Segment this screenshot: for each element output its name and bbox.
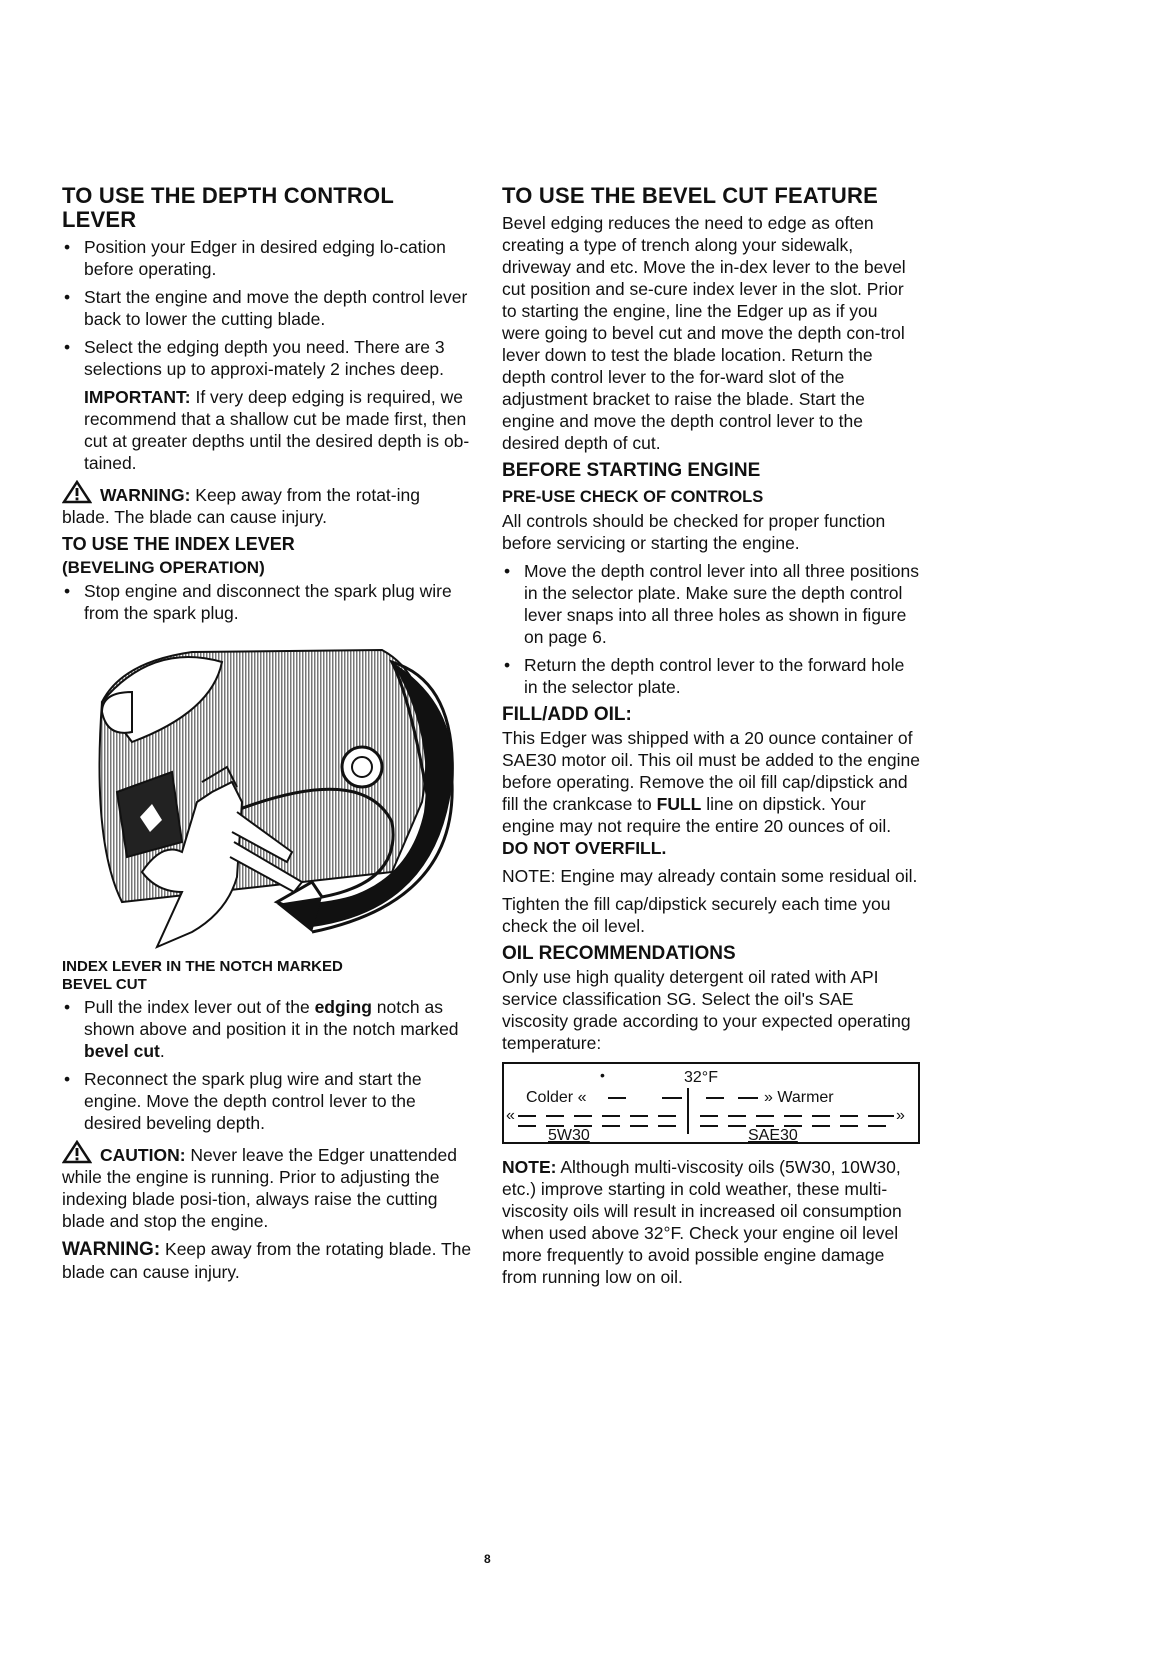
pull-edging-bold: edging: [314, 997, 372, 1017]
figure-caption: [62, 958, 472, 994]
pull-text-1: Pull the index lever out of the: [84, 997, 315, 1017]
multi-viscosity-note: [502, 1156, 920, 1288]
warning-rotating-blade: [62, 480, 472, 528]
list-item: • Return the depth control lever to the forward hole in the selector plate.: [502, 654, 920, 698]
colder-label: Colder «: [526, 1089, 587, 1106]
bevel-cut-heading: TO USE THE BEVEL CUT FEATURE: [502, 183, 878, 208]
list-item: • Reconnect the spark plug wire and start the engine. Move the depth control lever to the desired beveling depth.: [62, 1068, 472, 1134]
beveling-operation-subheading: (BEVELING OPERATION): [62, 558, 265, 577]
note2-label: NOTE:: [502, 1157, 557, 1177]
chart-dot: •: [600, 1067, 605, 1083]
warning2-text: Keep away from the rotating blade. The blade can cause injury.: [62, 1239, 472, 1282]
oil-sae30-label: SAE30: [748, 1127, 798, 1144]
figure-caption-line2: BEVEL CUT: [62, 976, 147, 993]
important-text: If very deep edging is required, we recommend that a shallow cut be made first, then cut at greater depths until the desired depth is ob-tained.: [84, 387, 470, 473]
depth-control-list: [62, 236, 472, 380]
right-arrow: »: [896, 1107, 905, 1124]
pull-text-3: .: [159, 1041, 165, 1061]
important-label: IMPORTANT:: [84, 387, 191, 407]
oil-recommendations-text: Only use high quality detergent oil rated with API service classification SG. Select the oil's SAE viscosity grade according to your expected operating temperature:: [502, 967, 911, 1053]
oil-5w30-label: 5W30: [548, 1127, 590, 1144]
fill-add-oil-heading: FILL/ADD OIL:: [502, 704, 632, 725]
important-note: [62, 386, 472, 474]
before-starting-heading: BEFORE STARTING ENGINE: [502, 460, 761, 481]
depth-control-heading-line2: LEVER: [62, 207, 137, 232]
note2-text: Although multi-viscosity oils (5W30, 10W30, etc.) improve starting in cold weather, these multi-viscosity oils will result in increased oil consumption when used above 32°F. Check your engine oil level more frequently to avoid possible engine damage from running low on oil.: [502, 1157, 902, 1287]
oil-recommendations-heading: OIL RECOMMENDATIONS: [502, 943, 736, 964]
list-item: • Move the depth control lever into all three positions in the selector plate. Make sure the depth control lever snaps into all three holes as shown in figure on page 6.: [502, 560, 920, 648]
pull-text-2: notch as shown above and position it in the notch marked: [84, 997, 459, 1039]
fill-text-2: line on dipstick. Your engine may not require the entire 20 ounces of oil.: [502, 794, 892, 836]
list-item: • Select the edging depth you need. There are 3 selections up to approxi-mately 2 inches deep.: [62, 336, 472, 380]
warmer-label: » Warmer: [764, 1089, 834, 1106]
pull-bevel-bold: bevel cut: [84, 1041, 160, 1061]
right-column: [502, 184, 920, 1294]
oil-temperature-chart: [502, 1062, 920, 1144]
residual-oil-note: NOTE: Engine may already contain some residual oil.: [502, 866, 918, 886]
caution-text: Never leave the Edger unattended while the engine is running. Prior to adjusting the indexing blade posi-tion, always raise the cutting blade and stop the engine.: [62, 1145, 457, 1231]
left-arrow: «: [506, 1107, 515, 1124]
index-lever-illustration: [62, 642, 472, 950]
warning-rotating-blade-2: [62, 1238, 472, 1283]
page-number: 8: [484, 1552, 491, 1566]
index-lever-list: [62, 580, 472, 624]
pre-use-check-heading: PRE-USE CHECK OF CONTROLS: [502, 488, 764, 506]
temp-label: 32°F: [684, 1069, 718, 1086]
list-item: • Position your Edger in desired edging lo-cation before operating.: [62, 236, 472, 280]
tighten-cap-text: Tighten the fill cap/dipstick securely each time you check the oil level.: [502, 894, 891, 936]
figure-caption-line1: INDEX LEVER IN THE NOTCH MARKED: [62, 958, 343, 975]
depth-control-heading-line1: TO USE THE DEPTH CONTROL: [62, 183, 394, 208]
do-not-overfill-bold: DO NOT OVERFILL.: [502, 838, 667, 858]
warning-text: Keep away from the rotat-ing blade. The blade can cause injury.: [62, 485, 420, 527]
warning-label: WARNING:: [100, 485, 191, 505]
warning-triangle-icon: [62, 480, 92, 504]
pre-use-text: All controls should be checked for proper function before servicing or starting the engine.: [502, 511, 886, 553]
list-item: [62, 996, 472, 1062]
bevel-steps-list: [62, 996, 472, 1134]
caution-triangle-icon: [62, 1140, 92, 1164]
bevel-cut-text: Bevel edging reduces the need to edge as often creating a type of trench along your sidewalk, driveway and etc. Move the in-dex lever to the bevel cut position and se-cure index lever in the slot. Prior to starting the engine, line the Edger up as if you were going to bevel cut and move the depth con-trol lever down to test the blade location. Return the depth control lever to the for-ward slot of the adjustment bracket to raise the blade. Start the engine and move the depth control lever to the desired depth of cut.: [502, 213, 906, 453]
caution-label: CAUTION:: [100, 1145, 186, 1165]
depth-control-heading: [62, 184, 472, 232]
warning2-label: WARNING:: [62, 1239, 161, 1260]
fill-text-1: This Edger was shipped with a 20 ounce container of SAE30 motor oil. This oil must be added to the engine before operating. Remove the oil fill cap/dipstick and fill the crankcase to: [502, 728, 920, 814]
fill-full-bold: FULL: [656, 794, 702, 814]
caution-note: [62, 1140, 472, 1232]
list-item: • Start the engine and move the depth control lever back to lower the cutting blade.: [62, 286, 472, 330]
pre-use-list: [502, 560, 920, 698]
list-item: • Stop engine and disconnect the spark plug wire from the spark plug.: [62, 580, 472, 624]
left-column: [62, 184, 472, 1289]
index-lever-heading: TO USE THE INDEX LEVER: [62, 534, 295, 554]
fill-oil-text: [502, 727, 920, 859]
